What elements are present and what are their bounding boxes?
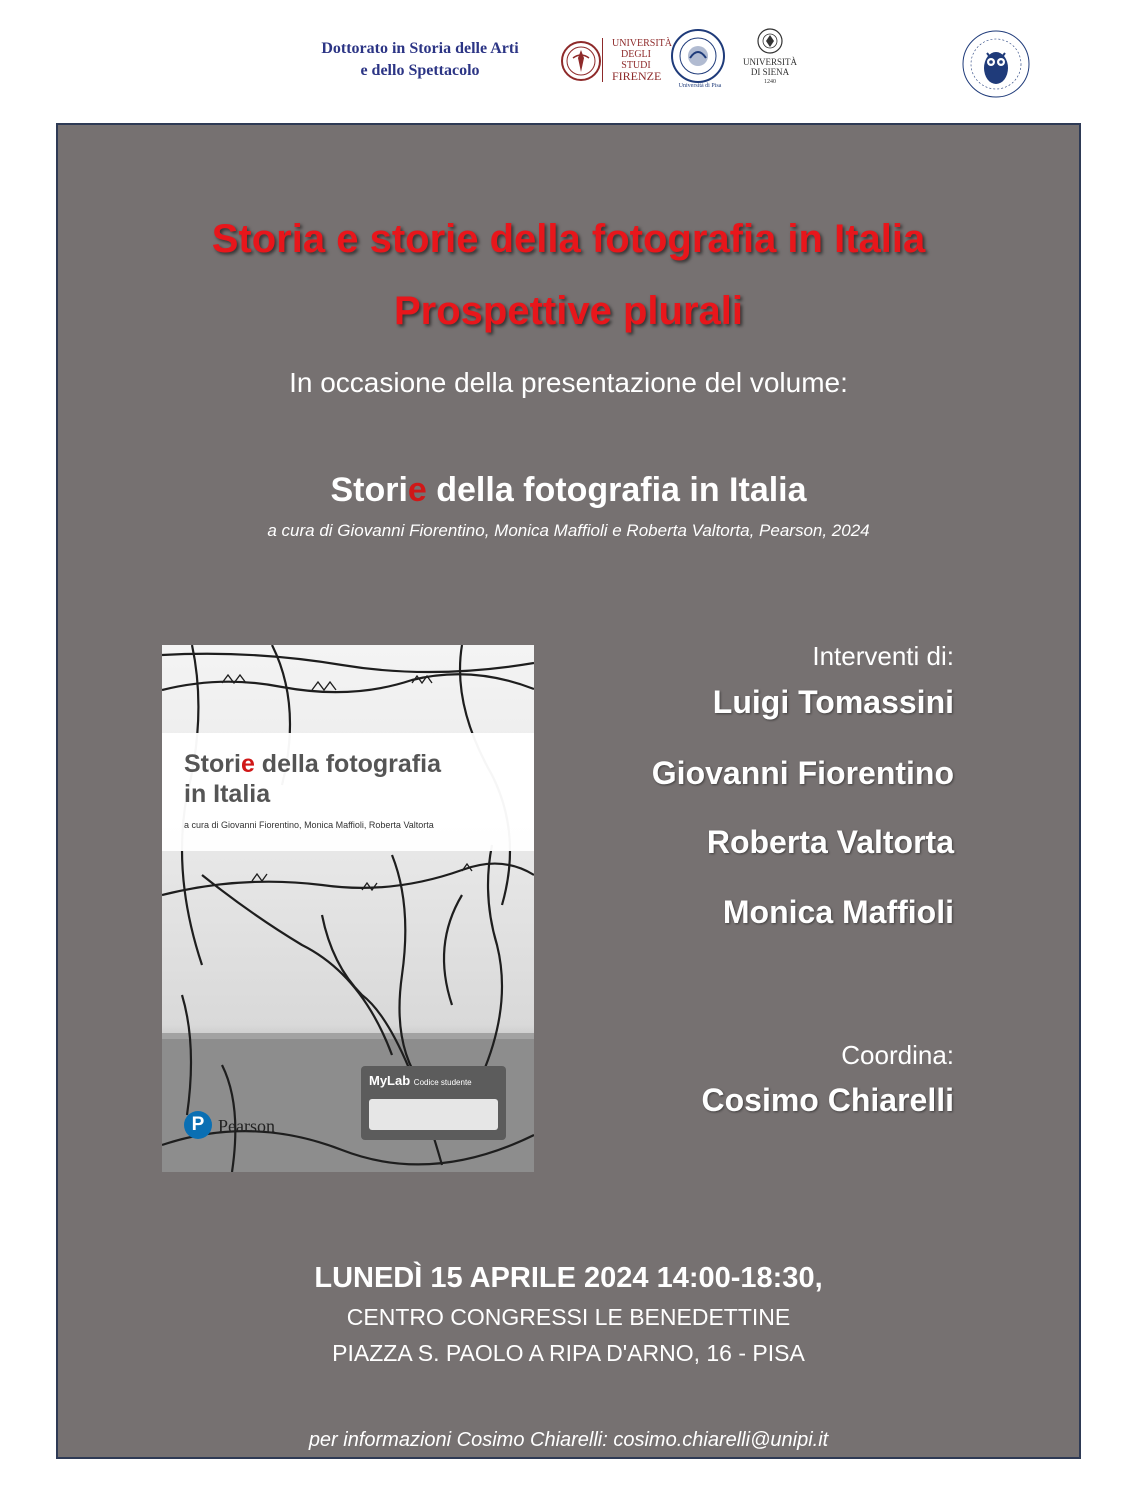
speaker-name: Giovanni Fiorentino [651, 755, 954, 791]
interventions-label: Interventi di: [812, 641, 954, 671]
cover-title: Storie della fotografia in Italia [184, 750, 441, 808]
cover-editors: a cura di Giovanni Fiorentino, Monica Maffioli, Roberta Valtorta [184, 820, 434, 830]
event-date: LUNEDÌ 15 APRILE 2024 14:00-18:30, [314, 1262, 823, 1294]
mylab-label: MyLab Codice studente [369, 1073, 472, 1088]
poster-panel [56, 123, 1081, 1459]
mylab-code-box [369, 1099, 498, 1130]
unipi-seal-logo [670, 28, 726, 84]
speaker-name: Roberta Valtorta [706, 824, 954, 860]
contact-info: per informazioni Cosimo Chiarelli: cosimo.chiarelli@unipi.it [308, 1429, 829, 1451]
pearson-name: Pearson [218, 1116, 275, 1136]
owl-department-logo [960, 28, 1032, 100]
venue-address: PIAZZA S. PAOLO A RIPA D'ARNO, 16 - PISA [332, 1340, 805, 1366]
book-cover-image [162, 645, 534, 1172]
mylab-code-panel [361, 1066, 506, 1140]
unisi-name: UNIVERSITÀ DI SIENA 1240 [743, 57, 797, 85]
unipi-caption: Università di Pisa [678, 83, 722, 89]
occasion-text: In occasione della presentazione del volume: [289, 367, 848, 398]
main-title: Storia e storie della fotografia in Italia [211, 217, 926, 261]
main-subtitle: Prospettive plurali [394, 289, 743, 333]
cover-title-band [162, 733, 534, 851]
speaker-name: Monica Maffioli [722, 894, 954, 930]
venue-name: CENTRO CONGRESSI LE BENEDETTINE [346, 1304, 791, 1330]
book-editors: a cura di Giovanni Fiorentino, Monica Maffioli e Roberta Valtorta, Pearson, 2024 [267, 521, 870, 540]
speaker-name: Luigi Tomassini [712, 684, 954, 720]
pearson-logo-icon: P [184, 1111, 212, 1139]
unisi-seal-logo [757, 26, 783, 56]
unifi-seal-logo [560, 40, 602, 82]
book-title: Storie della fotografia in Italia [330, 471, 807, 509]
doctorate-title: Dottorato in Storia delle Arti e dello Spettacolo [321, 40, 519, 79]
header-logos [0, 0, 1125, 118]
unifi-divider [602, 38, 603, 82]
unifi-name: UNIVERSITÀ DEGLI STUDI FIRENZE [612, 38, 672, 83]
coordinator-name: Cosimo Chiarelli [701, 1082, 954, 1118]
coordinator-label: Coordina: [841, 1040, 954, 1070]
